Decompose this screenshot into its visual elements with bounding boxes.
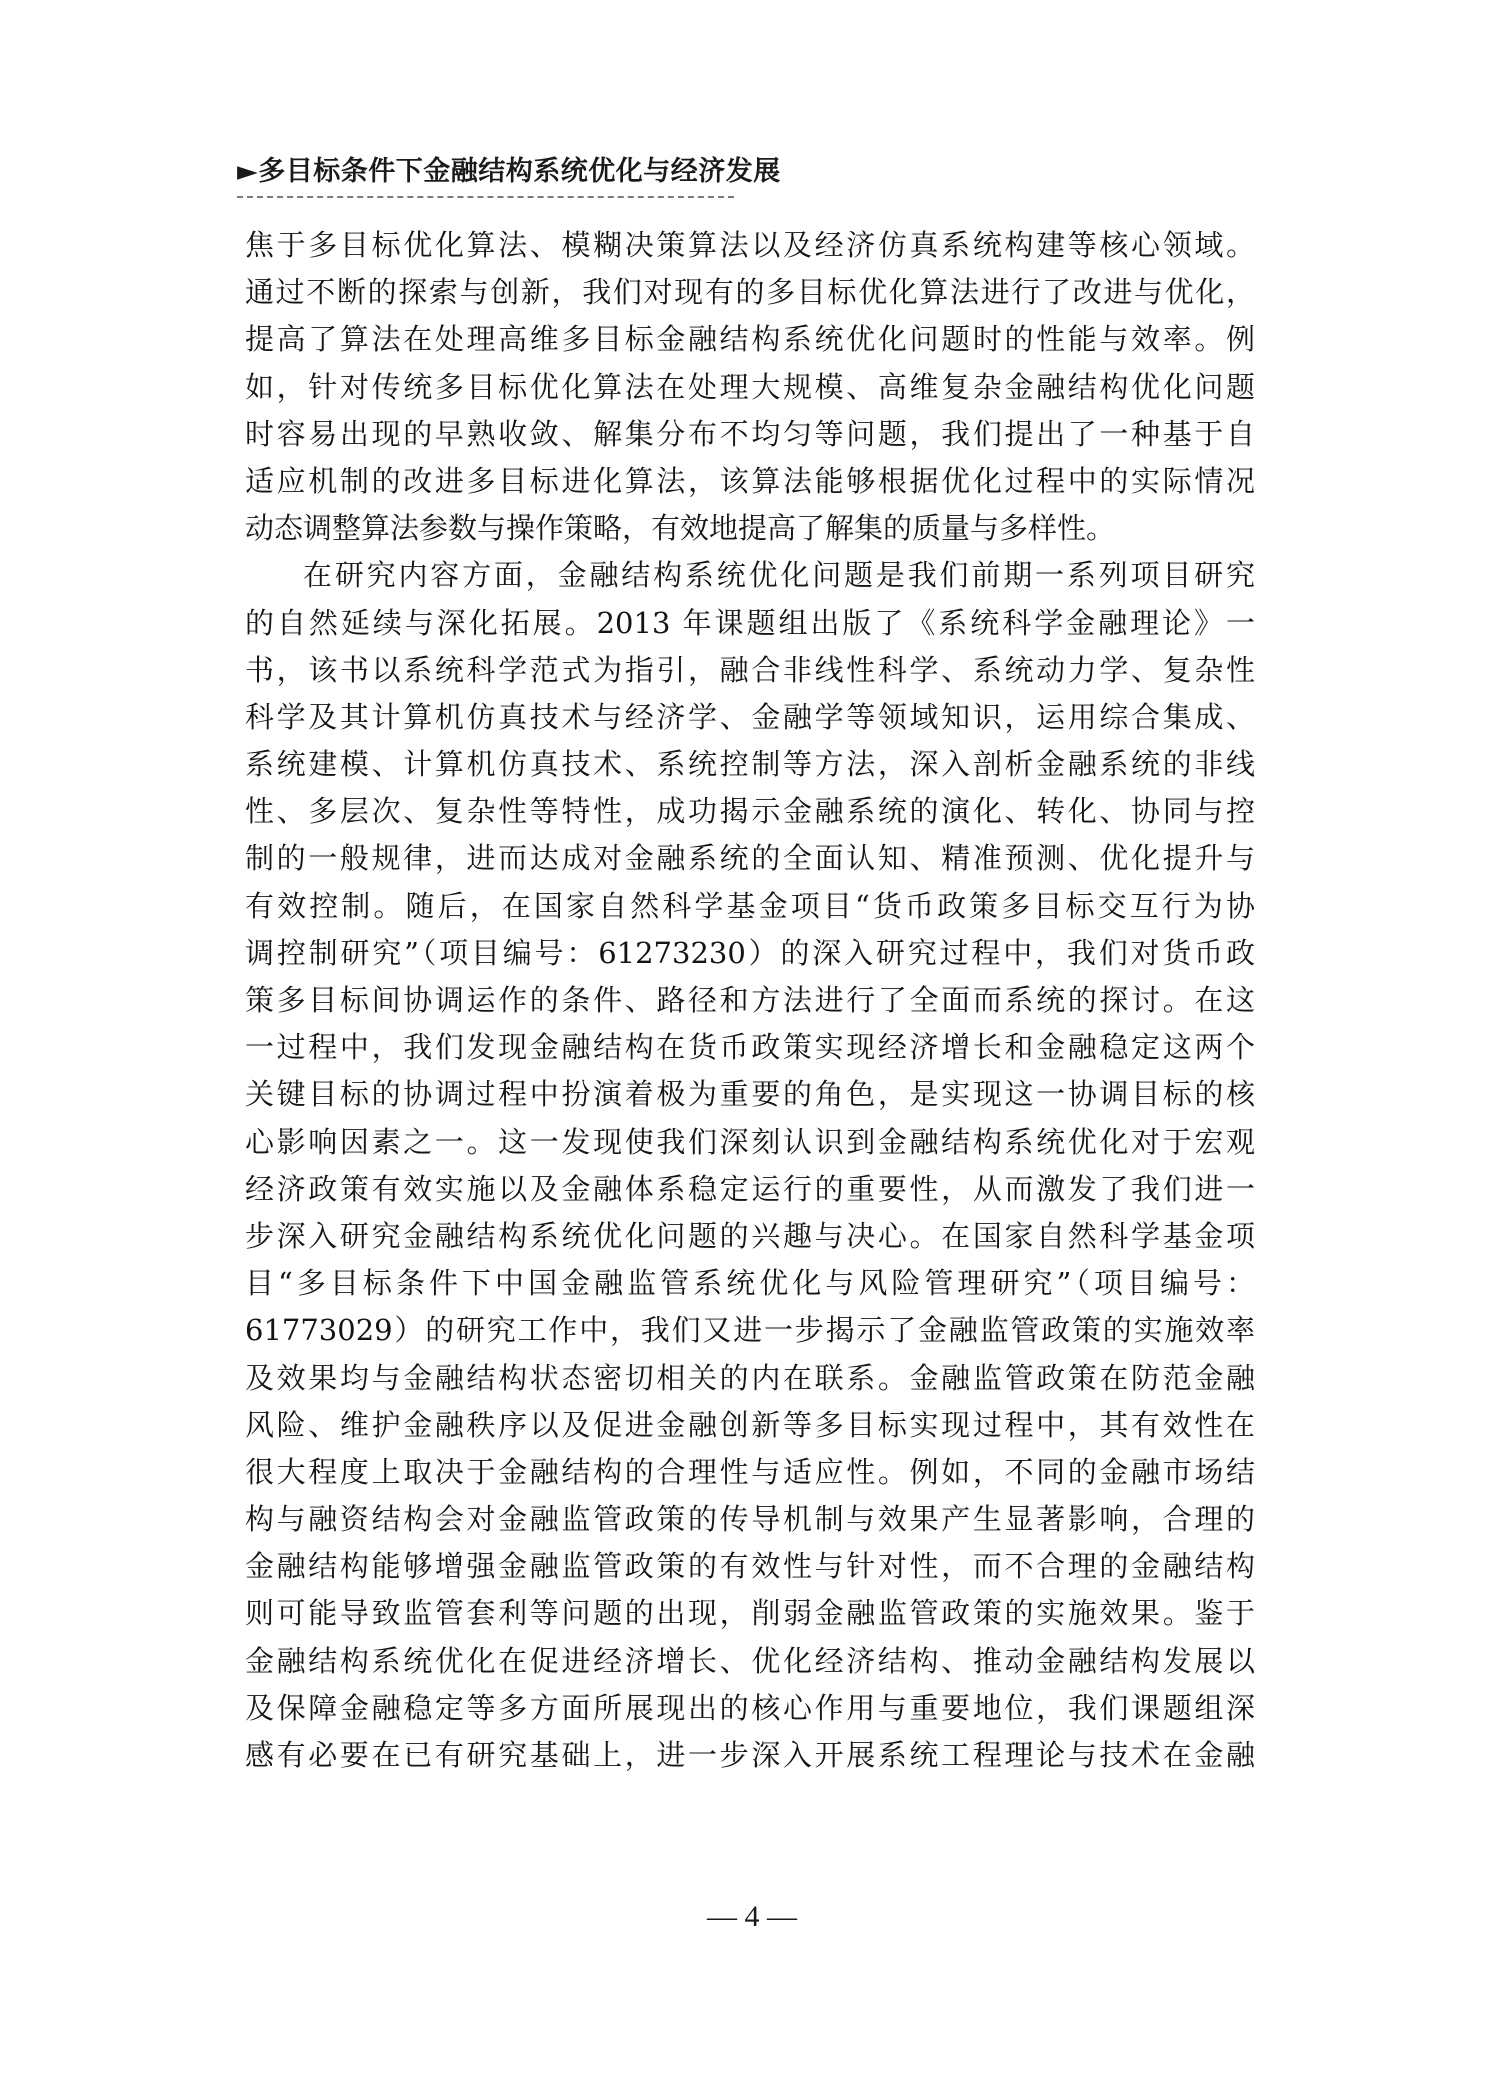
text-line: 的自然延续与深化拓展。2013 年课题组出版了《系统科学金融理论》一 bbox=[245, 605, 1255, 640]
text-line: 提高了算法在处理高维多目标金融结构系统优化问题时的性能与效率。例 bbox=[245, 322, 1255, 357]
text-line: 风险、维护金融秩序以及促进金融创新等多目标实现过程中，其有效性在 bbox=[245, 1407, 1255, 1442]
text-line: 金融结构系统优化在促进经济增长、优化经济结构、推动金融结构发展以 bbox=[245, 1643, 1255, 1678]
text-line: 及效果均与金融结构状态密切相关的内在联系。金融监管政策在防范金融 bbox=[245, 1360, 1255, 1395]
running-header-title: ►多目标条件下金融结构系统优化与经济发展 bbox=[237, 156, 781, 187]
text-line: 构与融资结构会对金融监管政策的传导机制与效果产生显著影响，合理的 bbox=[245, 1502, 1255, 1537]
text-line: 经济政策有效实施以及金融体系稳定运行的重要性，从而激发了我们进一 bbox=[245, 1171, 1255, 1206]
text-line: 61773029）的研究工作中，我们又进一步揭示了金融监管政策的实施效率 bbox=[245, 1313, 1255, 1348]
text-line: 通过不断的探索与创新，我们对现有的多目标优化算法进行了改进与优化， bbox=[245, 275, 1255, 310]
text-line: 时容易出现的早熟收敛、解集分布不均匀等问题，我们提出了一种基于自 bbox=[245, 416, 1255, 451]
text-line: 及保障金融稳定等多方面所展现出的核心作用与重要地位，我们课题组深 bbox=[245, 1690, 1255, 1725]
text-line: 制的一般规律，进而达成对金融系统的全面认知、精准预测、优化提升与 bbox=[245, 841, 1255, 876]
text-line: 科学及其计算机仿真技术与经济学、金融学等领域知识，运用综合集成、 bbox=[245, 699, 1255, 734]
paragraph bbox=[245, 552, 1255, 1779]
text-line: 目“多目标条件下中国金融监管系统优化与风险管理研究”（项目编号： bbox=[245, 1266, 1255, 1301]
text-line: 动态调整算法参数与操作策略，有效地提高了解集的质量与多样性。 bbox=[245, 511, 1116, 546]
text-line: 很大程度上取决于金融结构的合理性与适应性。例如，不同的金融市场结 bbox=[245, 1454, 1255, 1489]
text-line: 则可能导致监管套利等问题的出现，削弱金融监管政策的实施效果。鉴于 bbox=[245, 1596, 1255, 1631]
text-line: 性、多层次、复杂性等特性，成功揭示金融系统的演化、转化、协同与控 bbox=[245, 794, 1255, 829]
text-line: 书，该书以系统科学范式为指引，融合非线性科学、系统动力学、复杂性 bbox=[245, 652, 1255, 687]
text-line: 调控制研究”（项目编号：61273230）的深入研究过程中，我们对货币政 bbox=[245, 935, 1255, 970]
paragraph bbox=[245, 222, 1255, 552]
text-line: 有效控制。随后，在国家自然科学基金项目“货币政策多目标交互行为协 bbox=[245, 888, 1255, 923]
text-line: 关键目标的协调过程中扮演着极为重要的角色，是实现这一协调目标的核 bbox=[245, 1077, 1255, 1112]
text-line: 焦于多目标优化算法、模糊决策算法以及经济仿真系统构建等核心领域。 bbox=[245, 228, 1255, 262]
text-line: 策多目标间协调运作的条件、路径和方法进行了全面而系统的探讨。在这 bbox=[245, 983, 1255, 1017]
body-text bbox=[245, 222, 1255, 1779]
text-line: 在研究内容方面，金融结构系统优化问题是我们前期一系列项目研究 bbox=[303, 558, 1255, 593]
text-line: 如，针对传统多目标优化算法在处理大规模、高维复杂金融结构优化问题 bbox=[245, 369, 1255, 404]
text-line: 感有必要在已有研究基础上，进一步深入开展系统工程理论与技术在金融 bbox=[245, 1738, 1255, 1772]
text-line: 系统建模、计算机仿真技术、系统控制等方法，深入剖析金融系统的非线 bbox=[245, 747, 1255, 782]
header-dashed-rule bbox=[237, 196, 734, 198]
text-line: 适应机制的改进多目标进化算法，该算法能够根据优化过程中的实际情况 bbox=[245, 463, 1255, 498]
text-line: 金融结构能够增强金融监管政策的有效性与针对性，而不合理的金融结构 bbox=[245, 1549, 1255, 1584]
page-number: — 4 — bbox=[707, 1900, 797, 1933]
text-line: 步深入研究金融结构系统优化问题的兴趣与决心。在国家自然科学基金项 bbox=[245, 1218, 1255, 1253]
text-line: 一过程中，我们发现金融结构在货币政策实现经济增长和金融稳定这两个 bbox=[245, 1030, 1255, 1065]
running-header bbox=[237, 150, 1297, 202]
text-line: 心影响因素之一。这一发现使我们深刻认识到金融结构系统优化对于宏观 bbox=[245, 1124, 1255, 1159]
